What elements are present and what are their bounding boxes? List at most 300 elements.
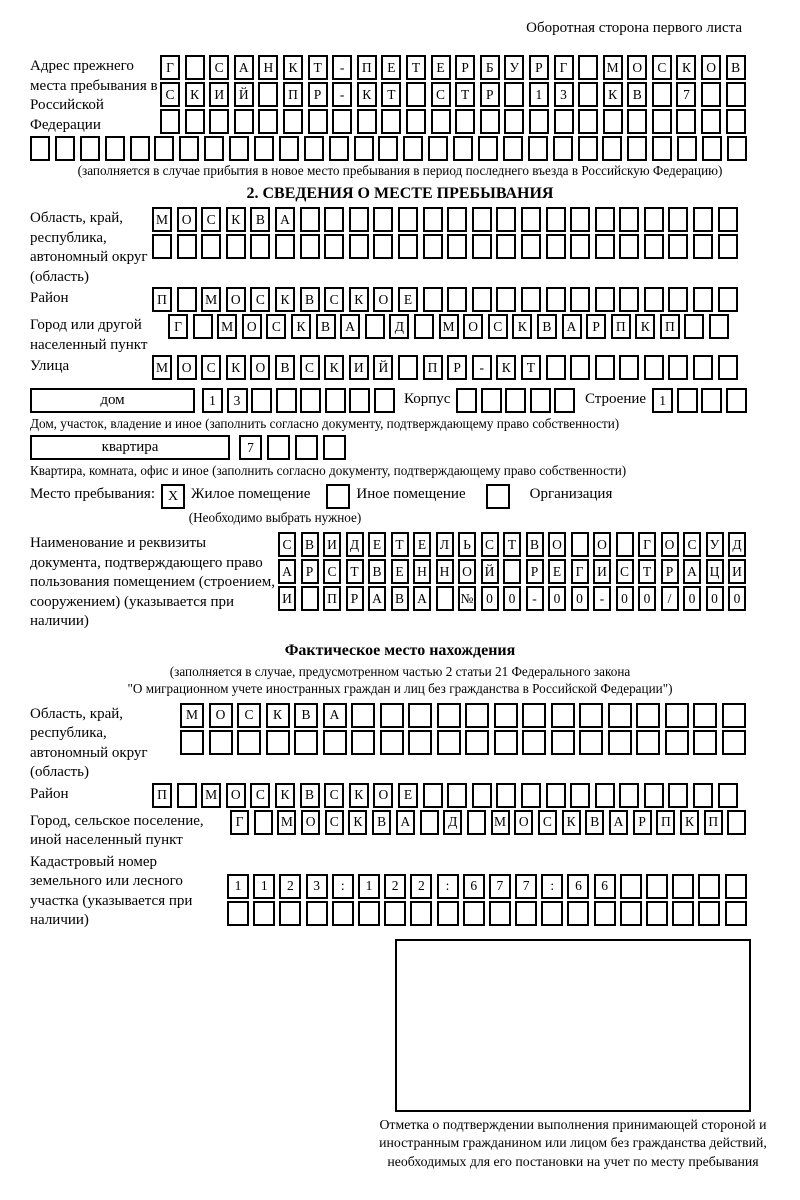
char-cell[interactable] [373,207,393,232]
char-cell[interactable] [436,586,454,611]
char-cell[interactable]: И [593,559,611,584]
char-cell[interactable] [258,109,278,134]
char-cell[interactable]: К [283,55,303,80]
char-cell[interactable] [180,730,204,755]
char-cell[interactable] [725,901,747,926]
char-cell[interactable] [408,730,432,755]
char-cell[interactable]: 3 [227,388,248,413]
char-cell[interactable] [579,730,603,755]
char-cell[interactable] [185,109,205,134]
char-cell[interactable]: М [439,314,459,339]
char-cell[interactable] [644,355,664,380]
char-cell[interactable] [179,136,199,161]
char-cell[interactable] [521,287,541,312]
char-cell[interactable] [578,109,598,134]
char-cell[interactable] [329,136,349,161]
char-cell[interactable]: А [234,55,254,80]
char-cell[interactable] [325,388,346,413]
char-cell[interactable] [608,730,632,755]
char-cell[interactable]: 1 [202,388,223,413]
char-cell[interactable]: К [635,314,655,339]
char-cell[interactable]: Е [398,287,418,312]
char-cell[interactable] [619,783,639,808]
char-cell[interactable] [380,703,404,728]
char-cell[interactable] [530,388,551,413]
char-cell[interactable]: Е [368,532,386,557]
char-cell[interactable] [323,730,347,755]
char-cell[interactable]: Г [168,314,188,339]
char-cell[interactable]: К [680,810,699,835]
char-cell[interactable]: М [201,783,221,808]
char-cell[interactable] [463,901,485,926]
char-cell[interactable] [357,109,377,134]
char-cell[interactable] [276,388,297,413]
char-cell[interactable] [677,388,698,413]
char-cell[interactable]: Р [529,55,549,80]
char-cell[interactable] [503,559,521,584]
char-cell[interactable]: 6 [594,874,616,899]
char-cell[interactable] [665,703,689,728]
char-cell[interactable] [306,901,328,926]
char-cell[interactable] [521,783,541,808]
char-cell[interactable]: С [209,55,229,80]
char-cell[interactable] [595,207,615,232]
char-cell[interactable] [644,234,664,259]
char-cell[interactable] [505,388,526,413]
char-cell[interactable]: У [504,55,524,80]
char-cell[interactable]: К [275,287,295,312]
char-cell[interactable]: : [332,874,354,899]
char-cell[interactable]: П [704,810,723,835]
char-cell[interactable]: Т [308,55,328,80]
char-cell[interactable] [521,234,541,259]
char-cell[interactable] [447,207,467,232]
char-cell[interactable]: Т [381,82,401,107]
char-cell[interactable] [398,207,418,232]
char-cell[interactable]: Н [436,559,454,584]
char-cell[interactable]: : [541,874,563,899]
char-cell[interactable]: К [226,207,246,232]
char-cell[interactable] [619,355,639,380]
char-cell[interactable]: 0 [503,586,521,611]
char-cell[interactable] [693,783,713,808]
char-cell[interactable] [627,136,647,161]
char-cell[interactable]: Г [160,55,180,80]
char-cell[interactable]: 0 [683,586,701,611]
char-cell[interactable] [279,136,299,161]
char-cell[interactable]: С [488,314,508,339]
char-cell[interactable]: М [180,703,204,728]
char-cell[interactable]: А [562,314,582,339]
char-cell[interactable]: К [226,355,246,380]
char-cell[interactable] [304,136,324,161]
char-cell[interactable]: 0 [481,586,499,611]
char-cell[interactable]: О [701,55,721,80]
char-cell[interactable] [594,901,616,926]
char-cell[interactable] [428,136,448,161]
char-cell[interactable]: К [185,82,205,107]
char-cell[interactable]: 6 [567,874,589,899]
char-cell[interactable]: К [676,55,696,80]
char-cell[interactable] [595,355,615,380]
char-cell[interactable]: П [611,314,631,339]
char-cell[interactable] [437,703,461,728]
char-cell[interactable] [193,314,213,339]
char-cell[interactable]: О [661,532,679,557]
char-cell[interactable] [698,901,720,926]
char-cell[interactable]: П [323,586,341,611]
char-cell[interactable] [578,136,598,161]
char-cell[interactable] [726,82,746,107]
char-cell[interactable] [209,730,233,755]
char-cell[interactable]: О [209,703,233,728]
char-cell[interactable] [668,207,688,232]
char-cell[interactable] [595,783,615,808]
char-cell[interactable] [365,314,385,339]
char-cell[interactable]: Е [391,559,409,584]
char-cell[interactable]: О [373,783,393,808]
char-cell[interactable] [332,109,352,134]
char-cell[interactable] [437,901,459,926]
char-cell[interactable]: С [481,532,499,557]
char-cell[interactable]: П [656,810,675,835]
char-cell[interactable] [644,207,664,232]
char-cell[interactable]: Ь [458,532,476,557]
char-cell[interactable] [30,136,50,161]
char-cell[interactable]: 0 [638,586,656,611]
char-cell[interactable] [644,287,664,312]
char-cell[interactable]: : [437,874,459,899]
char-cell[interactable] [546,355,566,380]
char-cell[interactable] [294,730,318,755]
char-cell[interactable]: - [332,55,352,80]
char-cell[interactable] [423,287,443,312]
char-cell[interactable] [406,109,426,134]
char-cell[interactable]: 2 [410,874,432,899]
char-cell[interactable]: 1 [652,388,673,413]
char-cell[interactable]: Р [586,314,606,339]
char-cell[interactable]: К [512,314,532,339]
char-cell[interactable]: Т [503,532,521,557]
char-cell[interactable] [447,783,467,808]
char-cell[interactable] [541,901,563,926]
char-cell[interactable] [398,234,418,259]
char-cell[interactable]: О [463,314,483,339]
char-cell[interactable]: Т [521,355,541,380]
char-cell[interactable] [620,901,642,926]
char-cell[interactable]: П [152,783,172,808]
char-cell[interactable] [308,109,328,134]
char-cell[interactable] [300,234,320,259]
char-cell[interactable]: 7 [515,874,537,899]
char-cell[interactable]: К [496,355,516,380]
char-cell[interactable]: 2 [279,874,301,899]
char-cell[interactable]: В [301,532,319,557]
char-cell[interactable] [254,136,274,161]
char-cell[interactable] [727,810,746,835]
char-cell[interactable] [414,314,434,339]
char-cell[interactable]: В [526,532,544,557]
char-cell[interactable]: Р [526,559,544,584]
char-cell[interactable] [494,730,518,755]
char-cell[interactable] [234,109,254,134]
char-cell[interactable]: 7 [239,435,262,460]
char-cell[interactable] [250,234,270,259]
char-cell[interactable]: О [548,532,566,557]
char-cell[interactable] [472,234,492,259]
char-cell[interactable] [177,234,197,259]
char-cell[interactable]: К [349,783,369,808]
char-cell[interactable] [546,783,566,808]
char-cell[interactable]: К [357,82,377,107]
char-cell[interactable] [323,435,346,460]
char-cell[interactable] [381,109,401,134]
char-cell[interactable] [279,901,301,926]
char-cell[interactable]: М [603,55,623,80]
char-cell[interactable]: В [300,287,320,312]
char-cell[interactable]: О [301,810,320,835]
char-cell[interactable] [456,388,477,413]
char-cell[interactable] [722,730,746,755]
char-cell[interactable] [55,136,75,161]
char-cell[interactable] [177,287,197,312]
char-cell[interactable] [684,314,704,339]
char-cell[interactable]: С [652,55,672,80]
char-cell[interactable]: М [201,287,221,312]
char-cell[interactable] [251,388,272,413]
char-cell[interactable]: Т [406,55,426,80]
char-cell[interactable] [619,207,639,232]
char-cell[interactable] [702,136,722,161]
char-cell[interactable] [727,136,747,161]
char-cell[interactable]: - [593,586,611,611]
char-cell[interactable]: 0 [706,586,724,611]
char-cell[interactable]: С [324,287,344,312]
char-cell[interactable] [351,730,375,755]
char-cell[interactable]: Р [308,82,328,107]
char-cell[interactable]: К [275,783,295,808]
char-cell[interactable]: Г [554,55,574,80]
char-cell[interactable] [472,783,492,808]
char-cell[interactable]: С [538,810,557,835]
char-cell[interactable]: Л [436,532,454,557]
char-cell[interactable] [521,207,541,232]
char-cell[interactable] [324,207,344,232]
char-cell[interactable]: А [368,586,386,611]
checkbox-organization[interactable] [486,484,510,509]
char-cell[interactable]: С [616,559,634,584]
char-cell[interactable]: М [277,810,296,835]
char-cell[interactable]: О [458,559,476,584]
char-cell[interactable]: 7 [489,874,511,899]
char-cell[interactable]: Т [455,82,475,107]
char-cell[interactable] [579,703,603,728]
char-cell[interactable] [636,730,660,755]
char-cell[interactable] [693,207,713,232]
char-cell[interactable]: А [609,810,628,835]
char-cell[interactable] [332,901,354,926]
char-cell[interactable] [570,207,590,232]
char-cell[interactable] [693,730,717,755]
char-cell[interactable]: 6 [463,874,485,899]
char-cell[interactable]: Т [638,559,656,584]
char-cell[interactable] [384,901,406,926]
char-cell[interactable] [578,55,598,80]
char-cell[interactable] [410,901,432,926]
char-cell[interactable]: П [423,355,443,380]
char-cell[interactable] [494,703,518,728]
char-cell[interactable]: А [340,314,360,339]
char-cell[interactable]: К [349,287,369,312]
char-cell[interactable] [693,703,717,728]
char-cell[interactable]: Б [480,55,500,80]
char-cell[interactable] [570,355,590,380]
char-cell[interactable] [403,136,423,161]
char-cell[interactable] [465,703,489,728]
char-cell[interactable]: П [357,55,377,80]
char-cell[interactable] [467,810,486,835]
char-cell[interactable] [420,810,439,835]
char-cell[interactable]: А [683,559,701,584]
char-cell[interactable]: Д [728,532,746,557]
char-cell[interactable] [619,234,639,259]
char-cell[interactable]: Н [258,55,278,80]
char-cell[interactable] [698,874,720,899]
char-cell[interactable] [301,586,319,611]
char-cell[interactable] [423,234,443,259]
char-cell[interactable] [616,532,634,557]
char-cell[interactable]: Р [346,586,364,611]
char-cell[interactable] [603,109,623,134]
char-cell[interactable]: - [472,355,492,380]
char-cell[interactable]: М [152,355,172,380]
char-cell[interactable] [602,136,622,161]
char-cell[interactable] [652,136,672,161]
char-cell[interactable]: Т [346,559,364,584]
char-cell[interactable] [80,136,100,161]
char-cell[interactable]: С [160,82,180,107]
char-cell[interactable] [726,388,747,413]
char-cell[interactable]: И [728,559,746,584]
char-cell[interactable]: О [514,810,533,835]
char-cell[interactable]: Р [633,810,652,835]
char-cell[interactable] [496,287,516,312]
char-cell[interactable]: С [683,532,701,557]
char-cell[interactable]: Р [301,559,319,584]
char-cell[interactable]: В [537,314,557,339]
char-cell[interactable]: 3 [306,874,328,899]
char-cell[interactable]: 0 [616,586,634,611]
char-cell[interactable] [528,136,548,161]
char-cell[interactable]: Р [661,559,679,584]
char-cell[interactable]: У [706,532,724,557]
char-cell[interactable]: Ц [706,559,724,584]
char-cell[interactable] [504,82,524,107]
char-cell[interactable]: - [332,82,352,107]
char-cell[interactable]: Е [413,532,431,557]
char-cell[interactable]: К [603,82,623,107]
char-cell[interactable]: О [242,314,262,339]
char-cell[interactable] [522,730,546,755]
char-cell[interactable]: О [226,287,246,312]
char-cell[interactable] [275,234,295,259]
char-cell[interactable] [620,874,642,899]
char-cell[interactable] [546,207,566,232]
char-cell[interactable] [672,901,694,926]
char-cell[interactable] [529,109,549,134]
char-cell[interactable] [553,136,573,161]
char-cell[interactable] [554,109,574,134]
char-cell[interactable] [201,234,221,259]
char-cell[interactable] [204,136,224,161]
char-cell[interactable]: Д [443,810,462,835]
char-cell[interactable] [373,234,393,259]
char-cell[interactable] [701,388,722,413]
char-cell[interactable]: 2 [384,874,406,899]
char-cell[interactable] [266,730,290,755]
char-cell[interactable]: - [526,586,544,611]
char-cell[interactable]: О [593,532,611,557]
char-cell[interactable]: 0 [571,586,589,611]
char-cell[interactable] [668,287,688,312]
char-cell[interactable] [595,234,615,259]
char-cell[interactable]: В [275,355,295,380]
char-cell[interactable]: О [373,287,393,312]
char-cell[interactable]: Р [447,355,467,380]
char-cell[interactable]: В [300,783,320,808]
char-cell[interactable] [718,207,738,232]
char-cell[interactable]: Й [481,559,499,584]
char-cell[interactable] [472,207,492,232]
char-cell[interactable] [672,874,694,899]
char-cell[interactable] [676,109,696,134]
char-cell[interactable] [701,82,721,107]
char-cell[interactable] [349,234,369,259]
char-cell[interactable]: А [278,559,296,584]
char-cell[interactable] [709,314,729,339]
char-cell[interactable] [608,703,632,728]
char-cell[interactable] [185,55,205,80]
char-cell[interactable]: С [266,314,286,339]
char-cell[interactable]: И [209,82,229,107]
char-cell[interactable]: Г [571,559,589,584]
char-cell[interactable] [503,136,523,161]
char-cell[interactable] [229,136,249,161]
char-cell[interactable]: П [152,287,172,312]
char-cell[interactable]: М [152,207,172,232]
char-cell[interactable]: О [250,355,270,380]
char-cell[interactable] [378,136,398,161]
char-cell[interactable]: М [217,314,237,339]
char-cell[interactable] [478,136,498,161]
char-cell[interactable] [668,355,688,380]
char-cell[interactable]: Д [389,314,409,339]
char-cell[interactable] [578,82,598,107]
char-cell[interactable] [665,730,689,755]
char-cell[interactable] [718,234,738,259]
char-cell[interactable]: Н [413,559,431,584]
char-cell[interactable] [408,703,432,728]
char-cell[interactable]: Р [480,82,500,107]
char-cell[interactable]: О [177,355,197,380]
char-cell[interactable] [677,136,697,161]
char-cell[interactable] [726,109,746,134]
char-cell[interactable] [567,901,589,926]
char-cell[interactable] [267,435,290,460]
char-cell[interactable] [718,287,738,312]
char-cell[interactable] [668,783,688,808]
char-cell[interactable]: С [323,559,341,584]
